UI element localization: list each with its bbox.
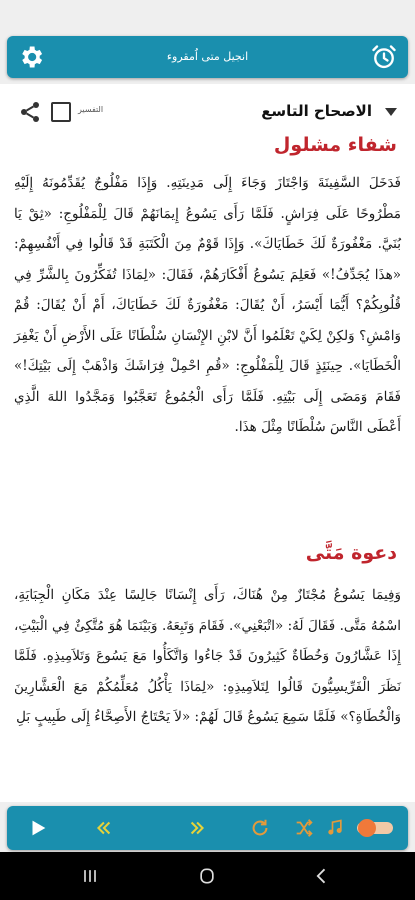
commentary-checkbox[interactable] xyxy=(51,102,71,122)
autoplay-toggle[interactable] xyxy=(355,816,395,840)
passage-text: وَفِيمَا يَسُوعُ مُجْتَازٌ مِنْ هُنَاكَ، رَأَى إِنْسَانًا جَالِسًا عِنْدَ مَكَانِ الْجِبَايَةِ، اسْمُهُ مَتَّى. فَقَالَ لَهُ: «اتْبَعْنِي». فَقَامَ وَتَبِعَهُ. وَبَيْنَمَا هُوَ مُتَّكِئٌ فِي الْبَيْتِ، إِذَا عَشَّارُونَ وَخُطَاةٌ كَثِيرُونَ قَدْ جَاءُوا وَاتَّكَأُوا مَعَ يَسُوعَ وَتَلاَمِيذِهِ. فَلَمَّا نَظَرَ الْفَرِّيسِيُّونَ قَالُوا لِتَلاَمِيذِهِ: «لِمَاذَا يَأْكُلُ مُعَلِّمُكُمْ مَعَ الْعَشَّارِينَ وَالْخُطَاةِ؟» فَلَمَّا سَمِعَ يَسُوعُ قَالَ لَهُمْ: «لاَ يَحْتَاجُ الأَصِحَّاءُ إِلَى طَبِيبٍ بَلِ xyxy=(14,587,401,725)
home-icon[interactable] xyxy=(195,866,219,886)
share-icon[interactable] xyxy=(18,100,42,124)
repeat-icon[interactable] xyxy=(249,816,271,840)
status-bar xyxy=(0,0,415,36)
app-header xyxy=(7,36,408,78)
app-title: انجيل متى اُمقروء xyxy=(166,50,249,63)
audio-player-bar xyxy=(7,806,408,850)
shuffle-icon[interactable] xyxy=(293,816,315,840)
section-heading: شفاء مشلول xyxy=(273,134,397,156)
previous-chapter-icon[interactable] xyxy=(92,816,114,840)
system-navigation-bar xyxy=(0,852,415,900)
chapter-title[interactable]: الاصحاح التاسع xyxy=(261,102,372,120)
passage-text: فَدَخَلَ السَّفِينَةَ وَاجْتَازَ وَجَاءَ إِلَى مَدِينَتِهِ. وَإِذَا مَفْلُوجٌ يُقَدِّمُونَهُ إِلَيْهِ مَطْرُوحًا عَلَى فِرَاشٍ. فَلَمَّا رَأَى يَسُوعُ إِيمَانَهُمْ قَالَ لِلْمَفْلُوجِ: «ثِقْ يَا بُنَيَّ. مَغْفُورَةٌ لَكَ خَطَايَاكَ». وَإِذَا قَوْمٌ مِنَ الْكَتَبَةِ قَدْ قَالُوا فِي أَنْفُسِهِمْ: «هذَا يُجَدِّفُ!» فَعَلِمَ يَسُوعُ أَفْكَارَهُمْ، فَقَالَ: «لِمَاذَا تُفَكِّرُونَ بِالشَّرِّ فِي قُلُوبِكُمْ؟ أَيُّمَا أَيْسَرُ، أَنْ يُقَالَ: مَغْفُورَةٌ لَكَ خَطَايَاكَ، أَمْ أَنْ يُقَالَ: قُمْ وَامْشِ؟ وَلكِنْ لِكَيْ تَعْلَمُوا أَنَّ لابْنِ الإِنْسَانِ سُلْطَانًا عَلَى الأَرْضِ أَنْ يَغْفِرَ الْخَطَايَا». حِينَئِذٍ قَالَ لِلْمَفْلُوجِ: «قُمِ احْمِلْ فِرَاشَكَ وَاذْهَبْ إِلَى بَيْتِكَ!» فَقَامَ وَمَضَى إِلَى بَيْتِهِ. فَلَمَّا رَأَى الْجُمُوعُ تَعَجَّبُوا وَمَجَّدُوا اللهَ الَّذِي أَعْطَى النَّاسَ سُلْطَانًا مِثْلَ هذَا. xyxy=(14,175,401,435)
alarm-clock-icon[interactable] xyxy=(370,43,398,71)
recents-icon[interactable] xyxy=(78,866,102,886)
back-icon[interactable] xyxy=(310,866,334,886)
reading-pane[interactable] xyxy=(0,84,415,802)
chapter-header xyxy=(0,98,415,128)
commentary-label: التفسير xyxy=(78,105,104,114)
section-heading: دعوة مَتَّى xyxy=(305,542,397,564)
play-icon[interactable] xyxy=(27,816,49,840)
chevron-down-icon[interactable] xyxy=(385,108,397,116)
next-chapter-icon[interactable] xyxy=(187,816,209,840)
music-note-icon[interactable] xyxy=(325,816,345,840)
